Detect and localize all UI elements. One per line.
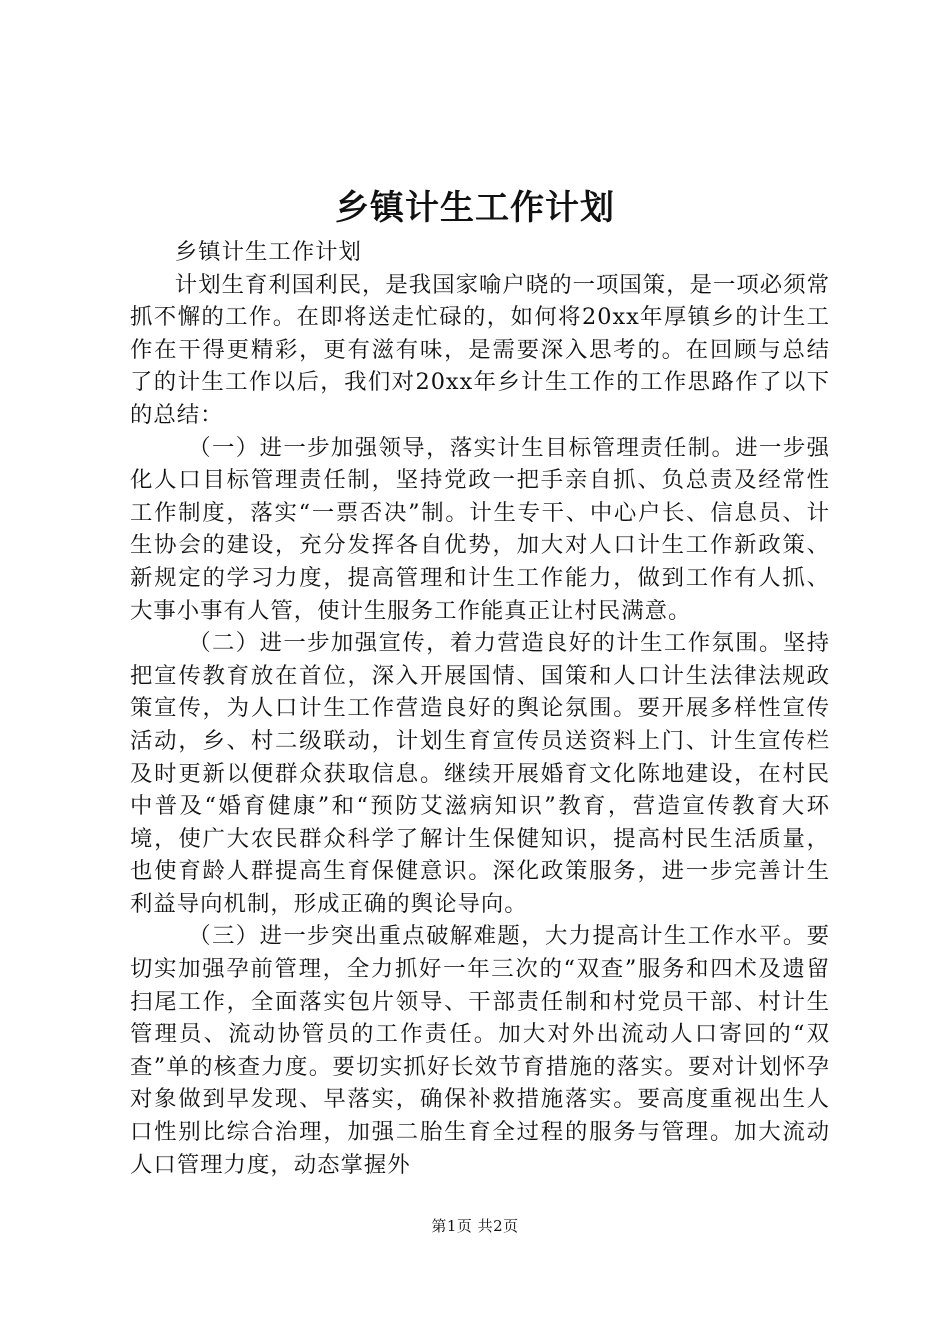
paragraph-subtitle: 乡镇计生工作计划: [174, 239, 362, 265]
document-title: 乡镇计生工作计划: [335, 188, 615, 228]
document-body: [130, 236, 830, 1181]
paragraph-intro: 计划生育利国利民，是我国家喻户晓的一项国策，是一项必须常抓不懈的工作。在即将送走忙碌的，如何将20xx年厚镇乡的计生工作在干得更精彩，更有滋有味，是需要深入思考的。在回顾与总结了的计生工作以后，我们对20xx年乡计生工作的工作思路作了以下的总结：: [130, 271, 830, 428]
paragraph-section-2: （二）进一步加强宣传，着力营造良好的计生工作氛围。坚持把宣传教育放在首位，深入开展国情、国策和人口计生法律法规政策宣传，为人口计生工作营造良好的舆论氛围。要开展多样性宣传活动，乡、村二级联动，计划生育宣传员送资料上门、计生宣传栏及时更新以便群众获取信息。继续开展婚育文化陈地建设，在村民中普及“婚育健康”和“预防艾滋病知识”教育，营造宣传教育大环境，使广大农民群众科学了解计生保健知识，提高村民生活质量，也使育龄人群提高生育保健意识。深化政策服务，进一步完善计生利益导向机制，形成正确的舆论导向。: [130, 630, 830, 917]
page-footer: 第1页 共2页: [431, 1217, 519, 1235]
paragraph-section-1: （一）进一步加强领导，落实计生目标管理责任制。进一步强化人口目标管理责任制，坚持党政一把手亲自抓、负总责及经常性工作制度，落实“一票否决”制。计生专干、中心户长、信息员、计生协会的建设，充分发挥各自优势，加大对人口计生工作新政策、新规定的学习力度，提高管理和计生工作能力，做到工作有人抓、大事小事有人管，使计生服务工作能真正让村民满意。: [130, 434, 830, 624]
paragraph-section-3: （三）进一步突出重点破解难题，大力提高计生工作水平。要切实加强孕前管理，全力抓好一年三次的“双查”服务和四术及遗留扫尾工作，全面落实包片领导、干部责任制和村党员干部、村计生管理员、流动协管员的工作责任。加大对外出流动人口寄回的“双查”单的核查力度。要切实抓好长效节育措施的落实。要对计划怀孕对象做到早发现、早落实，确保补救措施落实。要高度重视出生人口性别比综合治理，加强二胎生育全过程的服务与管理。加大流动人口管理力度，动态掌握外: [130, 923, 830, 1178]
